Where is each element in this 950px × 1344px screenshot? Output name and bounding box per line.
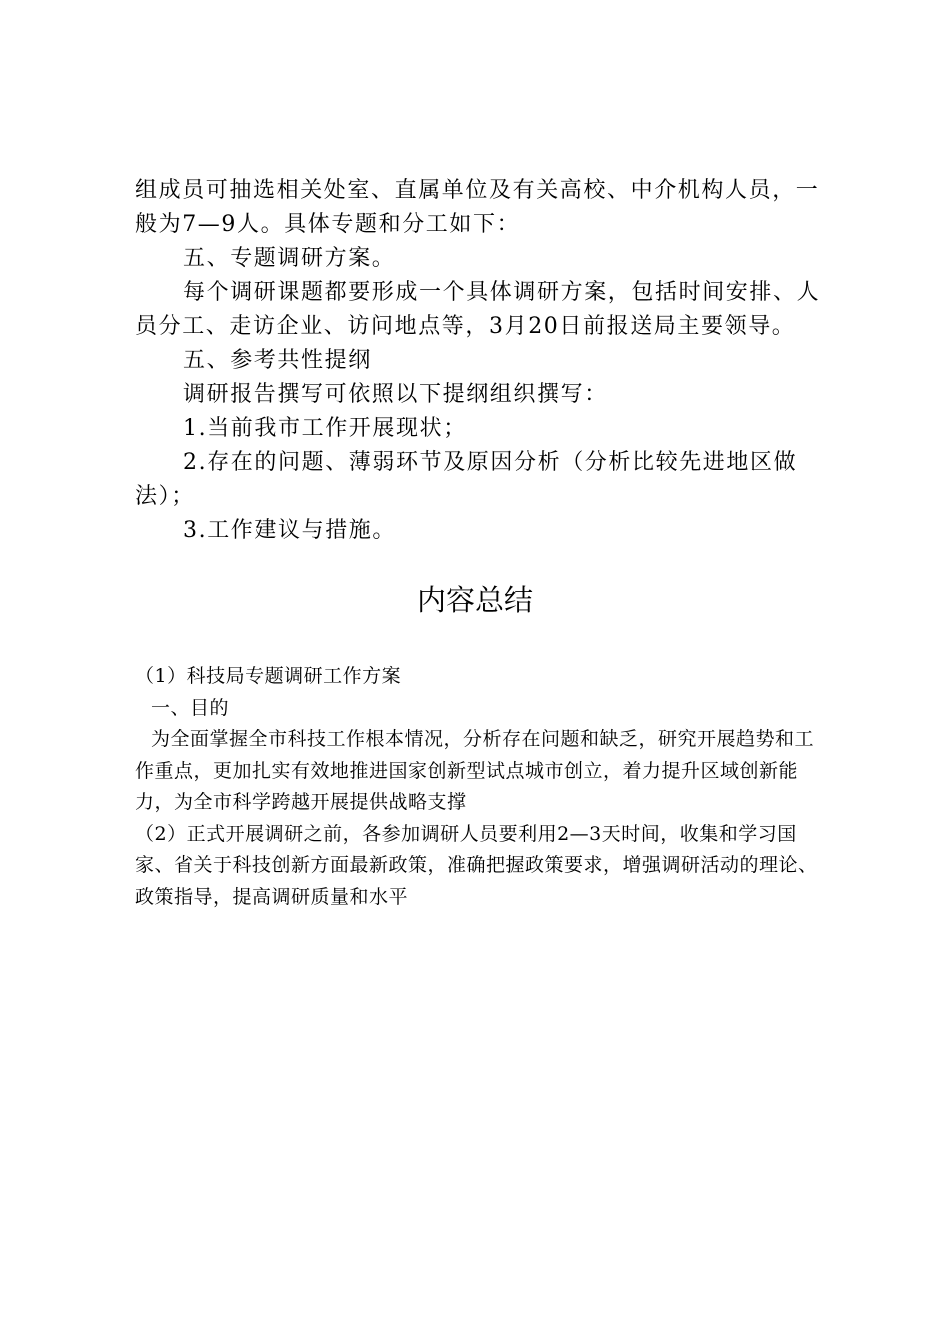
paragraph-members: 组成员可抽选相关处室、直属单位及有关高校、中介机构人员，一般为7—9人。具体专题和分工如下： — [135, 178, 820, 237]
document-body — [135, 174, 835, 548]
paragraph-research-plan: 每个调研课题都要形成一个具体调研方案，包括时间安排、人员分工、走访企业、访问地点等，3月20日前报送局主要领导。 — [135, 280, 821, 339]
heading-outline: 五、参考共性提纲 — [183, 348, 372, 373]
heading-research-plan: 五、专题调研方案。 — [183, 246, 396, 271]
paragraph-outline-intro: 调研报告撰写可依照以下提纲组织撰写： — [183, 382, 608, 407]
summary-heading-purpose: 一、目的 — [151, 696, 230, 719]
summary-item-1: （1）科技局专题调研工作方案 — [135, 665, 402, 687]
summary-item-2: （2）正式开展调研之前，各参加调研人员要利用2—3天时间，收集和学习国家、省关于科技创新方面最新政策，准确把握政策要求，增强调研活动的理论、政策指导，提高调研质量和水平 — [135, 822, 818, 908]
summary-title: 内容总结 — [416, 583, 533, 617]
summary-paragraph-purpose: 为全面掌握全市科技工作根本情况，分析存在问题和缺乏，研究开展趋势和工作重点，更加扎实有效地推进国家创新型试点城市创立，着力提升区域创新能力，为全市科学跨越开展提供战略支撑 — [135, 728, 815, 813]
outline-item-3: 3.工作建议与措施。 — [183, 518, 396, 543]
outline-item-2: 2.存在的问题、薄弱环节及原因分析（分析比较先进地区做法）； — [135, 450, 798, 509]
outline-item-1: 1.当前我市工作开展现状； — [183, 416, 467, 441]
summary-body — [135, 661, 825, 913]
